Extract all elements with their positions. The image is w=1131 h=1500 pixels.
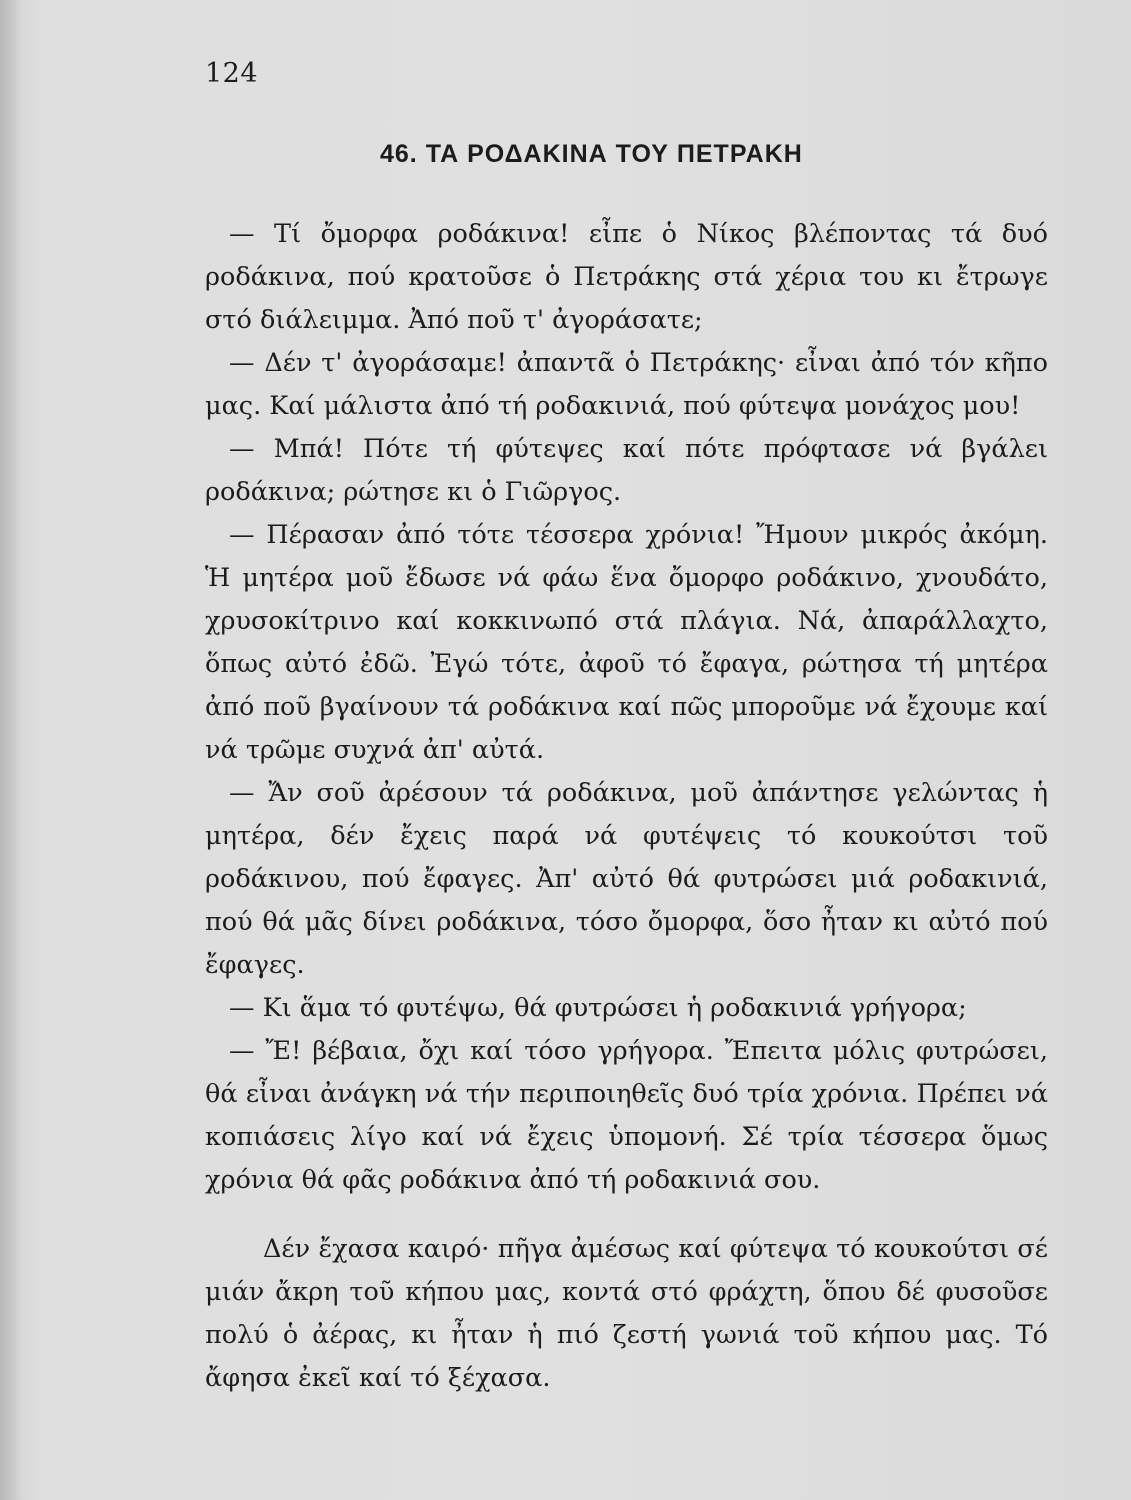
body-text xyxy=(205,213,1048,1400)
dialogue-paragraph: — Τί ὄμορφα ροδάκινα! εἶπε ὁ Νίκος βλέποντας τά δυό ροδάκινα, πού κρατοῦσε ὁ Πετράκης στά χέρια του κι ἔτρωγε στό διάλειμμα. Ἀπό ποῦ τ' ἀγοράσατε; xyxy=(205,219,1048,335)
chapter-title: 46. ΤΑ ΡΟΔΑΚΙΝΑ ΤΟΥ ΠΕΤΡΑΚΗ xyxy=(380,140,803,168)
dialogue-paragraph: — Κι ἅμα τό φυτέψω, θά φυτρώσει ἡ ροδακινιά γρήγορα; xyxy=(229,993,967,1023)
dialogue-paragraph: — Δέν τ' ἀγοράσαμε! ἀπαντᾶ ὁ Πετράκης· εἶναι ἀπό τόν κῆπο μας. Καί μάλιστα ἀπό τή ροδακινιά, πού φύτεψα μονάχος μου! xyxy=(205,348,1048,421)
narrative-paragraph: Δέν ἔχασα καιρό· πῆγα ἀμέσως καί φύτεψα τό κουκούτσι σέ μιάν ἄκρη τοῦ κήπου μας, κοντά στό φράχτη, ὅπου δέ φυσοῦσε πολύ ὁ ἀέρας, κι ἦταν ἡ πιό ζεστή γωνιά τοῦ κήπου μας. Τό ἄφησα ἐκεῖ καί τό ξέχασα. xyxy=(205,1234,1048,1393)
dialogue-paragraph: — Πέρασαν ἀπό τότε τέσσερα χρόνια! Ἤμουν μικρός ἀκόμη. Ἡ μητέρα μοῦ ἔδωσε νά φάω ἕνα ὄμορφο ροδάκινο, χνουδάτο, χρυσοκίτρινο καί κοκκινωπό στά πλάγια. Νά, ἀπαράλλαχτο, ὅπως αὐτό ἐδῶ. Ἐγώ τότε, ἀφοῦ τό ἔφαγα, ρώτησα τή μητέρα ἀπό ποῦ βγαίνουν τά ροδάκινα καί πῶς μποροῦμε νά ἔχουμε καί νά τρῶμε συχνά ἀπ' αὐτά. xyxy=(205,520,1048,765)
dialogue-paragraph: — Ἄν σοῦ ἀρέσουν τά ροδάκινα, μοῦ ἀπάντησε γελώντας ἡ μητέρα, δέν ἔχεις παρά νά φυτέψεις τό κουκούτσι τοῦ ροδάκινου, πού ἔφαγες. Ἀπ' αὐτό θά φυτρώσει μιά ροδακινιά, πού θά μᾶς δίνει ροδάκινα, τόσο ὄμορφα, ὅσο ἦταν κι αὐτό πού ἔφαγες. xyxy=(205,778,1048,980)
spine-shadow xyxy=(0,0,22,1500)
page-number: 124 xyxy=(205,58,259,89)
dialogue-paragraph: — Ἔ! βέβαια, ὄχι καί τόσο γρήγορα. Ἔπειτα μόλις φυτρώσει, θά εἶναι ἀνάγκη νά τήν περιποιηθεῖς δυό τρία χρόνια. Πρέπει νά κοπιάσεις λίγο καί νά ἔχεις ὑπομονή. Σέ τρία τέσσερα ὅμως χρόνια θά φᾶς ροδάκινα ἀπό τή ροδακινιά σου. xyxy=(205,1036,1048,1195)
dialogue-paragraph: — Μπά! Πότε τή φύτεψες καί πότε πρόφτασε νά βγάλει ροδάκινα; ρώτησε κι ὁ Γιῶργος. xyxy=(205,434,1048,507)
